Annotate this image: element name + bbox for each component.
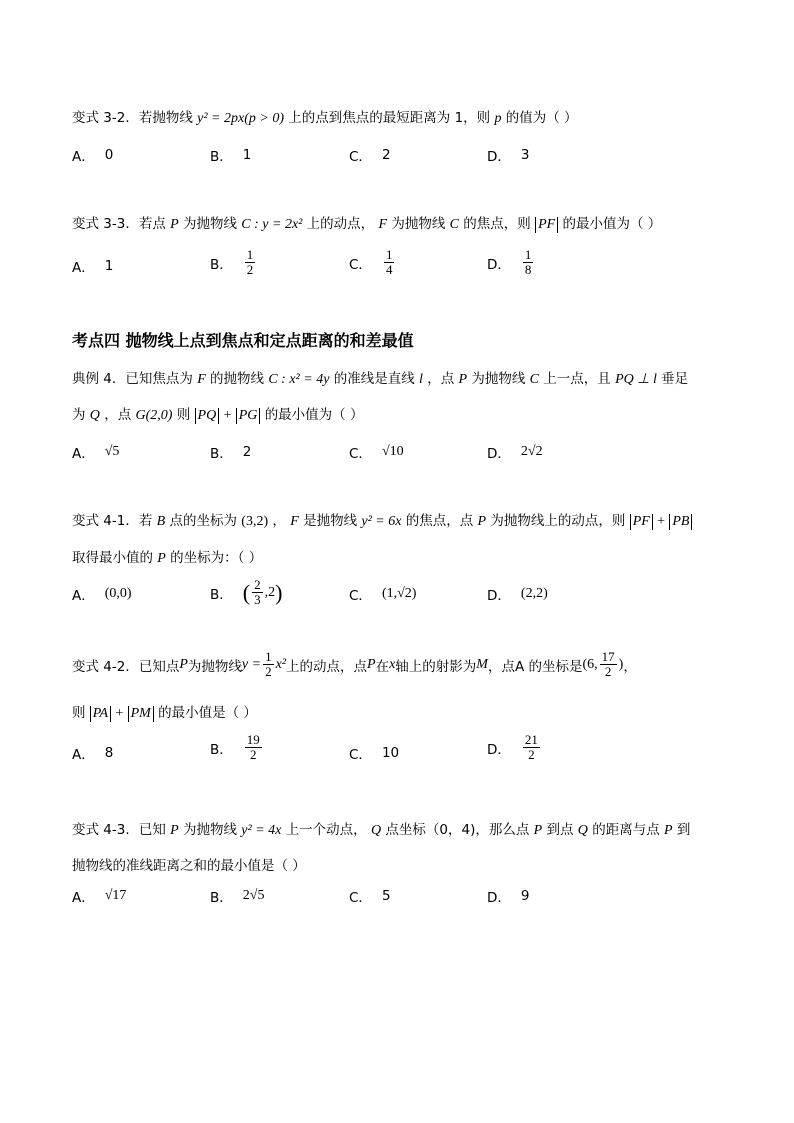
stem-text: 的距离与点 <box>592 822 660 838</box>
math-var: C <box>449 217 459 232</box>
stem-text: 到 <box>676 822 691 838</box>
point-coord: G(2,0) <box>135 408 173 423</box>
numerator: 2 <box>254 577 261 592</box>
denominator: 2 <box>246 262 254 278</box>
option-label: C． <box>349 890 372 906</box>
stem-text: 取得最小值的 <box>72 550 153 566</box>
option-value: 9 <box>520 888 530 904</box>
option-value: (2,2) <box>520 586 548 601</box>
option-c[interactable] <box>349 743 399 763</box>
stem-text: 为 <box>72 407 86 423</box>
stem-text: 是抛物线 <box>303 513 358 529</box>
parabola-equation: C : x² = 4y <box>268 372 330 387</box>
paren-close: ) <box>275 579 283 605</box>
stem-text: 的焦点，则 <box>463 216 531 232</box>
numerator: 19 <box>246 732 260 747</box>
option-label: B． <box>210 890 233 906</box>
equation-lhs: y = <box>241 656 262 672</box>
question-4-1-line2 <box>72 546 262 567</box>
perpendicular-expr: PQ ⊥ l <box>615 372 657 387</box>
stem-text: 在 <box>375 658 390 675</box>
math-var: Q <box>370 823 382 838</box>
option-d[interactable] <box>487 886 530 906</box>
math-var: F <box>197 372 206 387</box>
stem-text: 的最小值是（ ） <box>158 705 257 721</box>
option-a[interactable] <box>72 743 113 763</box>
stem-text: 上的动点， <box>306 216 375 232</box>
stem-text: ， <box>272 513 286 529</box>
point-coord-post: ) <box>618 656 624 672</box>
option-d[interactable] <box>487 442 543 462</box>
question-4-1-line1 <box>72 509 692 530</box>
option-c[interactable] <box>349 248 396 278</box>
numerator: 1 <box>385 247 393 262</box>
denominator: 8 <box>524 262 532 278</box>
denominator: 2 <box>528 747 535 763</box>
option-value: √17 <box>104 888 127 903</box>
question-3-2-options <box>72 145 672 185</box>
stem-text: 到点 <box>546 822 574 838</box>
option-label: B． <box>210 446 233 462</box>
option-label: D． <box>487 256 511 273</box>
question-3-3-stem <box>72 212 661 233</box>
option-value: 8 <box>104 745 114 761</box>
point-coord-pre: (6, <box>582 656 598 672</box>
math-var: C <box>529 372 539 387</box>
stem-text: 点的坐标为 <box>169 513 237 529</box>
stem-text: 的值为（ ） <box>505 110 578 126</box>
option-b[interactable] <box>210 145 251 165</box>
numerator: 1 <box>265 649 272 664</box>
option-value: √5 <box>104 444 120 459</box>
stem-text: 上的动点，点 <box>286 658 367 675</box>
fraction <box>263 650 274 680</box>
example-4-line1 <box>72 367 688 388</box>
stem-text: 变式 3-2．若抛物线 <box>72 110 193 126</box>
numerator: 1 <box>246 247 254 262</box>
option-label: D． <box>487 588 511 604</box>
stem-text: 点坐标（0，4)，那么点 <box>385 822 530 838</box>
option-a[interactable] <box>72 256 113 276</box>
option-c[interactable] <box>349 584 416 604</box>
option-label: A． <box>72 260 95 276</box>
math-var: Q <box>577 823 588 838</box>
math-var: P <box>170 823 179 838</box>
option-d[interactable] <box>487 584 548 604</box>
parabola-equation: y² = 2px(p > 0) <box>197 111 284 126</box>
option-label: D． <box>487 149 511 165</box>
stem-text: 典例 4．已知焦点为 <box>72 371 193 387</box>
option-c[interactable] <box>349 442 404 462</box>
option-label: A． <box>72 588 95 604</box>
option-value: 1 <box>104 258 114 274</box>
denominator: 2 <box>265 664 272 680</box>
stem-text: ，点A 的坐标是 <box>487 658 583 675</box>
parabola-equation: y² = 6x <box>361 514 402 529</box>
math-var: p <box>494 111 502 126</box>
question-4-1-options <box>72 578 672 618</box>
stem-text: 为抛物线 <box>187 658 242 675</box>
abs-value: PA <box>90 706 111 722</box>
option-value: 1 <box>242 147 252 163</box>
option-label: B． <box>210 741 233 758</box>
option-b[interactable] <box>210 442 251 462</box>
option-b[interactable] <box>210 578 282 608</box>
option-label: B． <box>210 149 233 165</box>
math-var: P <box>477 514 487 529</box>
option-label: C． <box>349 256 372 273</box>
equation-rhs: x² <box>275 656 286 672</box>
option-label: A． <box>72 149 95 165</box>
stem-text: 上的点到焦点的最短距离为 1，则 <box>288 110 491 126</box>
option-label: C． <box>349 588 372 604</box>
numerator: 17 <box>601 649 615 664</box>
option-a[interactable] <box>72 442 119 462</box>
option-value: 2 <box>242 444 252 460</box>
plus-sign: + <box>223 408 232 423</box>
math-var: Q <box>89 408 100 423</box>
fraction <box>252 578 263 608</box>
stem-text: 轴上的射影为 <box>395 658 477 675</box>
stem-text: 上一个动点， <box>285 822 367 838</box>
stem-text: 为抛物线 <box>183 216 237 232</box>
option-c[interactable] <box>349 886 391 906</box>
option-b[interactable] <box>210 733 264 763</box>
math-var: P <box>367 656 376 672</box>
fraction <box>245 733 262 763</box>
stem-text: ， <box>623 658 637 675</box>
math-var: P <box>458 372 468 387</box>
stem-text: 为抛物线上的动点，则 <box>490 513 626 529</box>
plus-sign: + <box>657 514 666 529</box>
option-a[interactable] <box>72 886 126 906</box>
stem-text: ，点 <box>104 407 132 423</box>
abs-value: PQ <box>195 408 220 424</box>
paren-open: ( <box>242 579 251 605</box>
point-coord: (3,2) <box>241 514 269 529</box>
option-label: B． <box>210 586 233 603</box>
math-var: F <box>290 514 299 529</box>
question-4-2-options <box>72 733 672 773</box>
stem-text: ，点 <box>427 371 455 387</box>
option-label: D． <box>487 446 511 462</box>
option-label: B． <box>210 256 233 273</box>
option-value: 10 <box>381 745 400 761</box>
option-d[interactable] <box>487 733 542 763</box>
option-c[interactable] <box>349 145 391 165</box>
fraction <box>523 733 540 763</box>
option-value: 0 <box>104 147 114 163</box>
option-label: C． <box>349 747 372 763</box>
option-a[interactable] <box>72 145 113 165</box>
fraction <box>384 248 395 278</box>
stem-text: 的坐标为：（ ） <box>170 550 263 566</box>
math-var: B <box>156 514 166 529</box>
stem-text: 为抛物线 <box>471 371 526 387</box>
stem-text: 变式 3-3．若点 <box>72 216 166 232</box>
stem-text: 为抛物线 <box>391 216 446 232</box>
denominator: 2 <box>250 747 257 763</box>
abs-value: PG <box>236 408 261 424</box>
stem-text: 变式 4-1．若 <box>72 513 153 529</box>
question-4-2-line1 <box>72 650 637 680</box>
math-var: M <box>476 656 488 672</box>
option-b[interactable] <box>210 248 257 278</box>
option-value: (0,0) <box>104 586 132 601</box>
option-label: A． <box>72 446 95 462</box>
stem-text: 的最小值为（ ） <box>562 216 662 232</box>
stem-text: 的焦点，点 <box>405 513 474 529</box>
math-var: P <box>179 656 188 672</box>
question-3-3-options <box>72 248 672 288</box>
math-var: P <box>170 217 179 232</box>
abs-value: PM <box>128 706 154 722</box>
stem-text: 的最小值为（ ） <box>264 407 364 423</box>
parabola-equation: y² = 4x <box>241 823 282 838</box>
question-4-3-options <box>72 886 672 926</box>
fraction <box>245 248 256 278</box>
denominator: 4 <box>385 262 393 278</box>
fraction <box>523 248 534 278</box>
math-var: P <box>533 823 543 838</box>
option-label: C． <box>349 446 372 462</box>
fraction <box>600 650 617 680</box>
option-label: C． <box>349 149 372 165</box>
stem-text: 垂足 <box>661 371 689 387</box>
denominator: 2 <box>604 664 612 680</box>
question-4-3-line2 <box>72 854 306 874</box>
abs-value: PF <box>630 514 653 530</box>
option-label: A． <box>72 747 95 763</box>
option-a[interactable] <box>72 584 132 604</box>
math-var: l <box>419 372 423 387</box>
option-b[interactable] <box>210 886 264 906</box>
option-label: D． <box>487 741 511 758</box>
plus-sign: + <box>115 706 124 721</box>
option-value: 2√2 <box>520 444 543 459</box>
stem-text: 的准线是直线 <box>333 371 415 387</box>
example-4-line2 <box>72 403 363 424</box>
option-value: 2 <box>381 147 391 163</box>
option-label: A． <box>72 890 95 906</box>
question-4-2-line2 <box>72 701 257 722</box>
stem-text: 则 <box>176 407 191 423</box>
stem-text: 则 <box>72 705 86 721</box>
stem-text: 变式 4-2．已知点 <box>72 658 180 675</box>
option-value: 2√5 <box>242 888 265 903</box>
option-value: 3 <box>520 147 530 163</box>
option-value: (1,√2) <box>381 586 417 601</box>
math-var: F <box>378 217 388 232</box>
stem-text: 为抛物线 <box>183 822 237 838</box>
abs-value: PF <box>535 217 558 233</box>
option-value: 5 <box>381 888 391 904</box>
math-var: x <box>389 656 396 672</box>
option-value: √10 <box>381 444 404 459</box>
stem-text: 上一点，且 <box>543 371 611 387</box>
question-4-3-line1 <box>72 818 690 839</box>
question-3-2-stem <box>72 106 578 127</box>
numerator: 1 <box>524 247 532 262</box>
option-label: D． <box>487 890 511 906</box>
denominator: 3 <box>254 592 261 608</box>
stem-text: 抛物线的准线距离之和的最小值是（ ） <box>72 858 306 874</box>
stem-text: 的抛物线 <box>210 371 265 387</box>
section-heading: 考点四 抛物线上点到焦点和定点距离的和差最值 <box>72 331 414 350</box>
option-d[interactable] <box>487 248 535 278</box>
math-var: P <box>157 551 166 566</box>
math-var: P <box>664 823 673 838</box>
example-4-options <box>72 442 672 482</box>
option-d[interactable] <box>487 145 530 165</box>
stem-text: 变式 4-3．已知 <box>72 822 166 838</box>
option-value-tail: ,2 <box>264 584 276 600</box>
numerator: 21 <box>524 732 538 747</box>
parabola-equation: C : y = 2x² <box>241 217 303 232</box>
abs-value: PB <box>669 514 692 530</box>
